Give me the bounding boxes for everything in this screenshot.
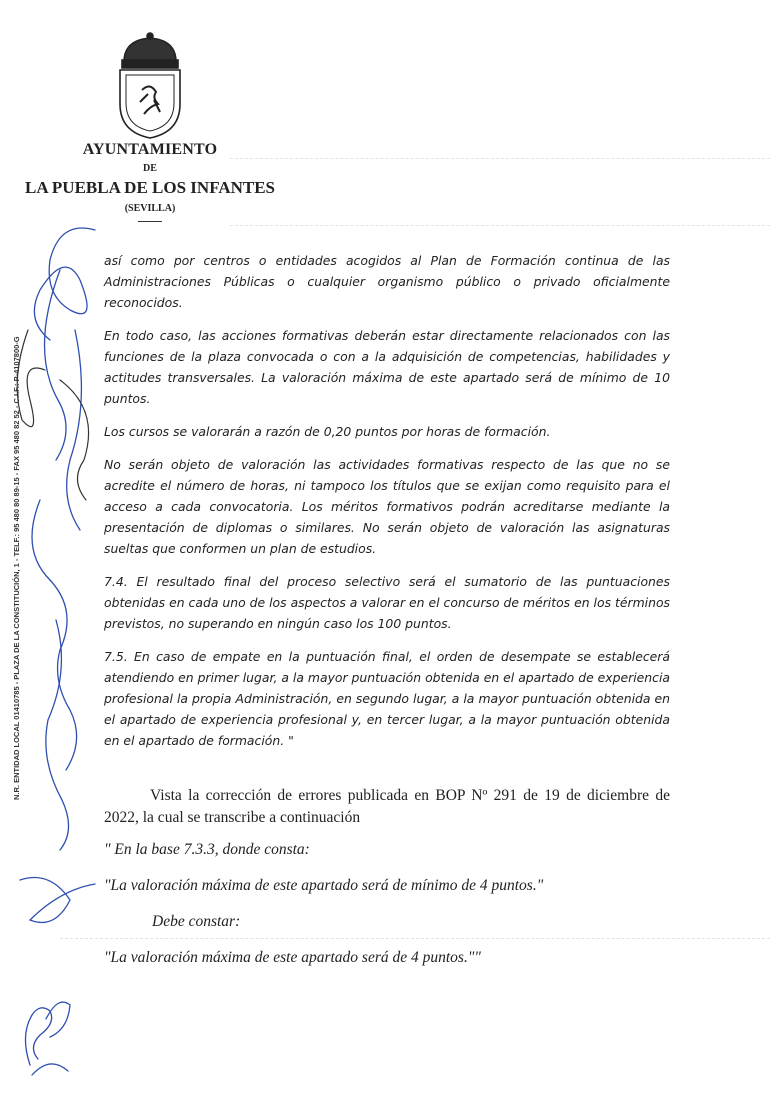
- letterhead-rule: [138, 221, 162, 222]
- paragraph-3: Los cursos se valorarán a razón de 0,20 puntos por horas de formación.: [104, 424, 551, 439]
- scan-line: [230, 225, 770, 226]
- letterhead-municipality: LA PUEBLA DE LOS INFANTES: [24, 178, 276, 197]
- correction-original: "La valoración máxima de este apartado será de mínimo de 4 puntos.": [104, 877, 544, 894]
- correction-should-label: Debe constar:: [152, 913, 241, 930]
- scan-line: [230, 158, 770, 159]
- correction-corrected: "La valoración máxima de este apartado será de 4 puntos."": [104, 949, 481, 966]
- paragraph-1: así como por centros o entidades acogidos al Plan de Formación continua de las Administraciones Públicas o cualquier organismo público o privado oficialmente reconocidos.: [104, 253, 670, 310]
- side-address-text: N.R. ENTIDAD LOCAL 01410785 - PLAZA DE LA CONSTITUCIÓN, 1 - TELF.: 95 480 80 89-15 - FAX 95 480 82 52 - C.I.F.: P-4107800-G: [12, 336, 21, 800]
- correction-base-ref: " En la base 7.3.3, donde consta:: [104, 841, 310, 858]
- document-body: [104, 250, 670, 969]
- initials-ink-icon: [10, 975, 80, 1085]
- paragraph-4: No serán objeto de valoración las actividades formativas respecto de las que no se acredite el número de horas, ni tampoco los títulos que se exijan como requisito para el acceso a cada convocatoria. Los méritos formativos podrán acreditarse mediante la presentación de diplomas o similares. No serán objeto de valoración las asignaturas sueltas que conformen un plan de estudios.: [104, 457, 670, 556]
- paragraph-5: 7.4. El resultado final del proceso selectivo será el sumatorio de las puntuaciones obtenidas en cada uno de los aspectos a valorar en el concurso de méritos en los términos previstos, no superando en ningún caso los 100 puntos.: [104, 574, 670, 631]
- paragraph-6: 7.5. En caso de empate en la puntuación final, el orden de desempate se establecerá atendiendo en primer lugar, a la mayor puntuación obtenida en el apartado de experiencia profesional la propia Administración, en segundo lugar, a la mayor puntuación obtenida en el apartado de experiencia profesional y, en tercer lugar, a la mayor puntuación obtenida en el apartado de formación. ": [104, 649, 670, 748]
- letterhead-province: (SEVILLA): [124, 203, 176, 214]
- coat-of-arms-icon: [110, 32, 190, 140]
- letterhead-title: AYUNTAMIENTO: [82, 141, 218, 158]
- correction-intro: Vista la corrección de errores publicada en BOP Nº 291 de 19 de diciembre de 2022, la cual se transcribe a continuación: [104, 787, 670, 826]
- letterhead-de: DE: [143, 163, 157, 174]
- paragraph-2: En todo caso, las acciones formativas deberán estar directamente relacionados con las funciones de la plaza convocada o con a la adquisición de competencias, habilidades y actitudes transversales. La valoración máxima de este apartado será de mínimo de 10 puntos.: [104, 328, 670, 406]
